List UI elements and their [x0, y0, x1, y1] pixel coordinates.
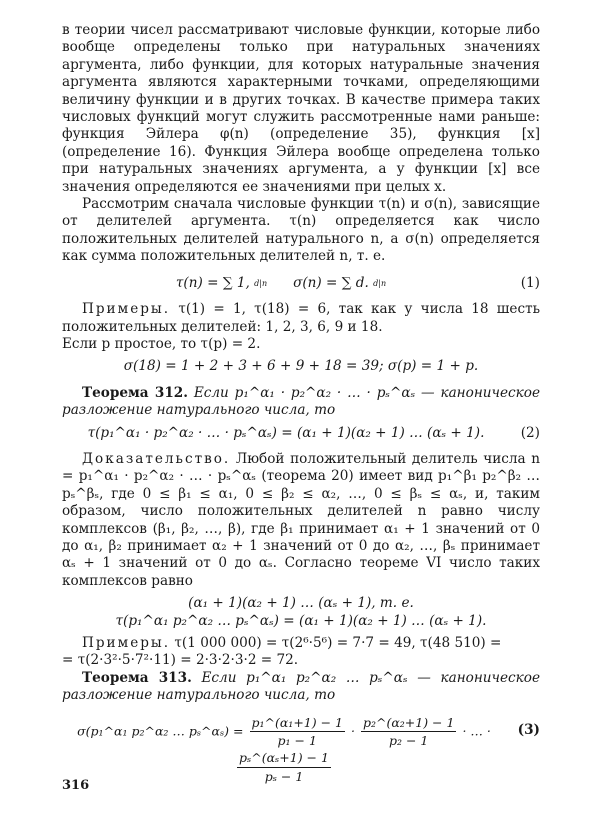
formula-3-dots: · … · — [462, 723, 491, 739]
formula-3: σ(p₁^α₁ p₂^α₂ … pₛ^αₛ) = $\frac{\text{p₁\textasciicircum{}(α₁+1) − 1}}{\text{p₁ − 1}}$ · $\frac{\text{p₂\textasciicircum{}(α₂+1) − 1}}{\text{p₂ − 1}}$ · … · $\frac{\text{pₛ\textasciicircum{}(αₛ+1) − 1}}{\text{pₛ − 1}}$ (3) — [77, 714, 540, 784]
proof-formula-b: τ(p₁^α₁ p₂^α₂ … pₛ^αₛ) = (α₁ + 1)(α₂ + 1) … (αₛ + 1). — [115, 612, 487, 629]
fraction-3: $\frac{\text{pₛ\textasciicircum{}(αₛ+1) − 1}}{\text{pₛ − 1}}$ — [239, 750, 329, 784]
formula-3-lhs: σ(p₁^α₁ p₂^α₂ … pₛ^αₛ) = — [77, 723, 244, 739]
examples-2-label: Примеры. — [82, 635, 171, 651]
sum-index-2: d|n — [373, 278, 387, 288]
examples-2-line-2: = τ(2·3²·5·7²·11) = 2·3·2·3·2 = 72. — [62, 652, 299, 669]
formula-1 — [62, 275, 540, 292]
formula-2 — [62, 425, 540, 442]
intro-paragraph: в теории чисел рассматривают числовые функции, которые либо вообще определены только при натуральных значениях аргумента, либо функции, для которых натуральные значения аргумента являются характерными точками, определяющими величину функции и в других точках. В качестве примера таких числовых функций могут служить рассмотренные нами раньше: функция Эйлера φ(n) (определение 35), функция [x] (определение 16). Функция Эйлера вообще определена только при натуральных значениях аргумента, а у функции [x] все значения определяются ее значениями при целых x. — [62, 22, 540, 195]
proof-formula-a: (α₁ + 1)(α₂ + 1) … (αₛ + 1), т. е. — [188, 595, 414, 612]
examples-1-line-2: Если p простое, то τ(p) = 2. — [62, 335, 261, 352]
page-body — [62, 22, 540, 785]
examples-1 — [62, 301, 540, 336]
formula-2-text: τ(p₁^α₁ · p₂^α₂ · … · pₛ^αₛ) = (α₁ + 1)(α₂ + 1) … (αₛ + 1). — [87, 424, 485, 441]
divisor-functions-paragraph: Рассмотрим сначала числовые функции τ(n) и σ(n), зависящие от делителей аргумента. τ(n) определяется как число положительных делителей натурального n, а σ(n) определяется как сумма положительных делителей n, т. е. — [62, 196, 540, 265]
theorem-312-head: Теорема 312. — [82, 384, 188, 401]
equation-number-2: (2) — [520, 424, 540, 441]
equation-number-1: (1) — [520, 274, 540, 291]
proof-text: Любой положительный делитель числа n = p₁^α₁ · p₂^α₂ · … · pₛ^αₛ (теорема 20) имеет вид p₁^β₁ p₂^β₂ … pₛ^βₛ, где 0 ≤ β₁ ≤ α₁, 0 ≤ β₂ ≤ α₂, …, 0 ≤ βₛ ≤ αₛ, и, таким образом, число положительных делителей n равно числу комплексов (β₁, β₂, …, β), где β₁ принимает α₁ + 1 значений от 0 до α₁, β₂ принимает α₂ + 1 значений от 0 до α₂, …, βₛ принимает αₛ + 1 значений от 0 до αₛ. Согласно теореме VI число таких комплексов равно — [62, 450, 540, 589]
theorem-312-body: Если p₁^α₁ · p₂^α₂ · … · pₛ^αₛ — каноническое разложение натурального числа, то — [62, 384, 540, 419]
formula-1-sigma: σ(n) = ∑ d. — [293, 274, 369, 291]
proof-label: Доказательство. — [82, 450, 231, 467]
theorem-312 — [62, 385, 540, 420]
proof-paragraph — [62, 451, 540, 590]
sigma-18-formula: σ(18) = 1 + 2 + 3 + 6 + 9 + 18 = 39; σ(p) = 1 + p. — [123, 358, 479, 375]
fraction-2: $\frac{\text{p₂\textasciicircum{}(α₂+1) − 1}}{\text{p₂ − 1}}$ — [362, 714, 455, 749]
page-number: 316 — [62, 778, 90, 793]
examples-2-line-1: τ(1 000 000) = τ(2⁶·5⁶) = 7·7 = 49, τ(48 510) = — [174, 635, 502, 651]
theorem-313 — [62, 670, 540, 705]
equation-number-3: (3) — [517, 721, 540, 738]
examples-1-text: τ(1) = 1, τ(18) = 6, так как у числа 18 шесть положительных делителей: 1, 2, 3, 6, 9 и 18. — [62, 301, 540, 335]
examples-2 — [62, 635, 540, 652]
theorem-313-head: Теорема 313. — [82, 669, 192, 686]
fraction-1: $\frac{\text{p₁\textasciicircum{}(α₁+1) − 1}}{\text{p₁ − 1}}$ — [251, 714, 343, 749]
formula-1-tau: τ(n) = ∑ 1, — [175, 274, 250, 291]
theorem-313-body: Если p₁^α₁ p₂^α₂ … pₛ^αₛ — каноническое разложение натурального числа, то — [62, 669, 540, 704]
sum-index-1: d|n — [254, 278, 268, 288]
examples-1-label: Примеры. — [82, 301, 171, 318]
